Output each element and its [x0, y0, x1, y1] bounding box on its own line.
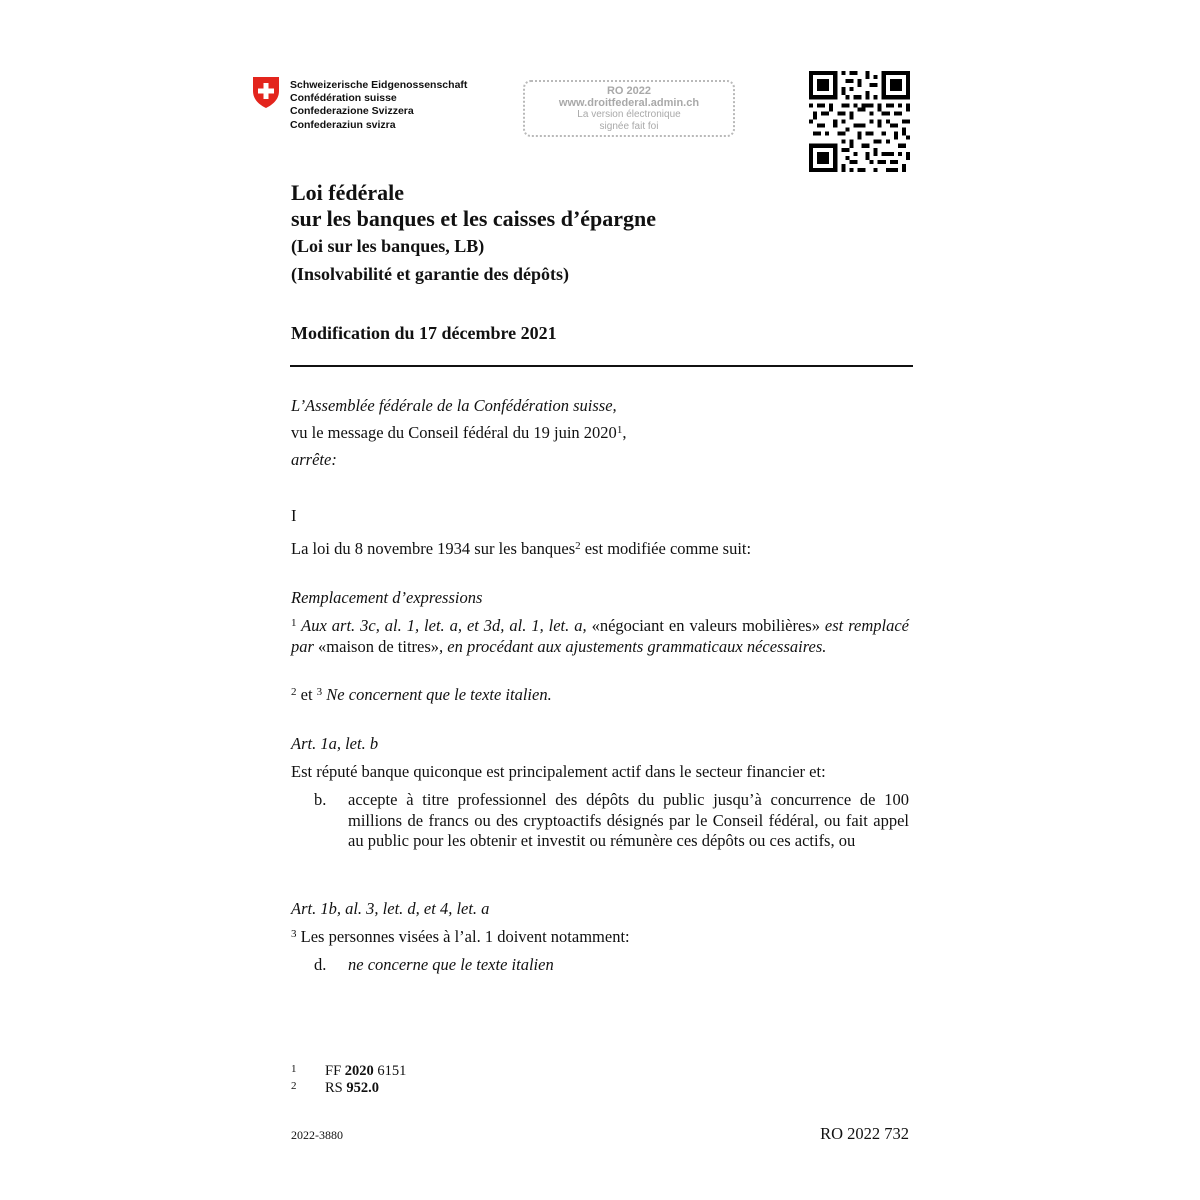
preamble-message	[291, 423, 626, 443]
confederation-names	[290, 79, 467, 132]
law-title	[291, 180, 656, 232]
section-intro	[291, 539, 751, 559]
replacement-p1-e: , en procédant aux ajustements grammaticaux nécessaires.	[439, 636, 827, 656]
section-intro-end: est modifiée comme suit:	[580, 539, 752, 558]
art-1a-intro: Est réputé banque quiconque est principalement actif dans le secteur financier et:	[291, 762, 826, 781]
paragraph-number: 2	[291, 686, 297, 698]
replacement-and: et	[296, 685, 317, 704]
section-number: I	[291, 506, 297, 525]
footnote-text	[325, 1063, 406, 1080]
title-line-2: sur les banques et les caisses d’épargne	[291, 206, 657, 231]
qr-code-icon	[809, 71, 910, 172]
footnote-prefix: RS	[325, 1080, 347, 1096]
modification-date: Modification du 17 décembre 2021	[291, 323, 557, 343]
swiss-emblem	[252, 76, 280, 109]
replacement-p1-c: est remplacé par	[291, 616, 909, 656]
art-1a-item-text: accepte à titre professionnel des dépôts du public jusqu’à concurrence de 100 millions de francs ou des cryptoactifs désignés par le Conseil fédéral, ou fait appel au public pour les obtenir et investit ou rémunère ces dépôts ou ces actifs, ou	[348, 790, 909, 850]
replacement-p2-text: Ne concernent que le texte italien.	[322, 685, 552, 704]
footnote-number: 2	[291, 1080, 297, 1092]
stamp-url: www.droitfederal.admin.ch	[558, 97, 700, 109]
replacement-paragraph-2	[291, 685, 552, 705]
footnote-number: 1	[291, 1063, 297, 1075]
preamble-message-end: ,	[622, 423, 627, 442]
paragraph-number: 3	[316, 686, 323, 698]
confederation-fr: Confédération suisse	[290, 92, 397, 105]
footnote-text	[325, 1080, 379, 1097]
art-1b-heading: Art. 1b, al. 3, let. d, et 4, let. a	[291, 899, 490, 918]
preamble-assembly: L’Assemblée fédérale de la Confédération suisse,	[291, 396, 617, 415]
footnote-ref-2[interactable]: 2	[575, 540, 581, 552]
paragraph-number: 1	[291, 617, 297, 629]
art-1b-item-text: ne concerne que le texte italien	[348, 955, 554, 974]
topic-title: (Insolvabilité et garantie des dépôts)	[291, 264, 569, 284]
replacement-heading: Remplacement d’expressions	[291, 588, 483, 607]
footnote-bold: 2020	[344, 1063, 374, 1079]
swiss-cross-shield-icon	[252, 76, 280, 109]
replacement-p1-a: Aux art. 3c, al. 1, let. a, et 3d, al. 1, let. a,	[296, 616, 592, 635]
confederation-rm: Confederaziun svizra	[290, 118, 396, 131]
preamble-decree: arrête:	[291, 450, 337, 469]
stamp-ro: RO 2022	[606, 85, 652, 97]
replacement-new-term: «maison de titres»	[318, 636, 440, 656]
title-line-1: Loi fédérale	[291, 180, 405, 205]
replacement-paragraph-1	[291, 616, 909, 657]
footnote-prefix: FF	[325, 1063, 345, 1079]
section-intro-text: La loi du 8 novembre 1934 sur les banques	[291, 539, 576, 558]
qr-code	[809, 71, 910, 177]
footnote-1	[291, 1063, 407, 1081]
title-divider	[290, 365, 913, 367]
stamp-version: La version électronique	[577, 109, 681, 120]
preamble-message-text: vu le message du Conseil fédéral du 19 juin 2020	[291, 423, 617, 442]
signature-stamp	[523, 80, 735, 137]
short-title: (Loi sur les banques, LB)	[291, 236, 485, 256]
document-number: 2022-3880	[291, 1128, 343, 1142]
ro-reference: RO 2022 732	[820, 1124, 909, 1143]
footnote-ref-1[interactable]: 1	[616, 424, 623, 436]
confederation-it: Confederazione Svizzera	[290, 105, 414, 118]
art-1b-item-label: d.	[314, 955, 327, 974]
art-1a-item-label: b.	[314, 790, 327, 809]
footnote-suffix: 6151	[373, 1063, 407, 1079]
art-1a-heading: Art. 1a, let. b	[291, 734, 379, 753]
stamp-signed: signée fait foi	[599, 121, 659, 132]
art-1b-intro-text: Les personnes visées à l’al. 1 doivent notamment:	[296, 927, 630, 946]
confederation-de: Schweizerische Eidgenossenschaft	[290, 79, 468, 91]
footnote-bold: 952.0	[346, 1080, 379, 1096]
replacement-old-term: «négociant en valeurs mobilières»	[591, 616, 820, 635]
footnote-2	[291, 1080, 379, 1098]
art-1b-intro	[291, 927, 630, 947]
paragraph-number: 3	[291, 928, 297, 940]
